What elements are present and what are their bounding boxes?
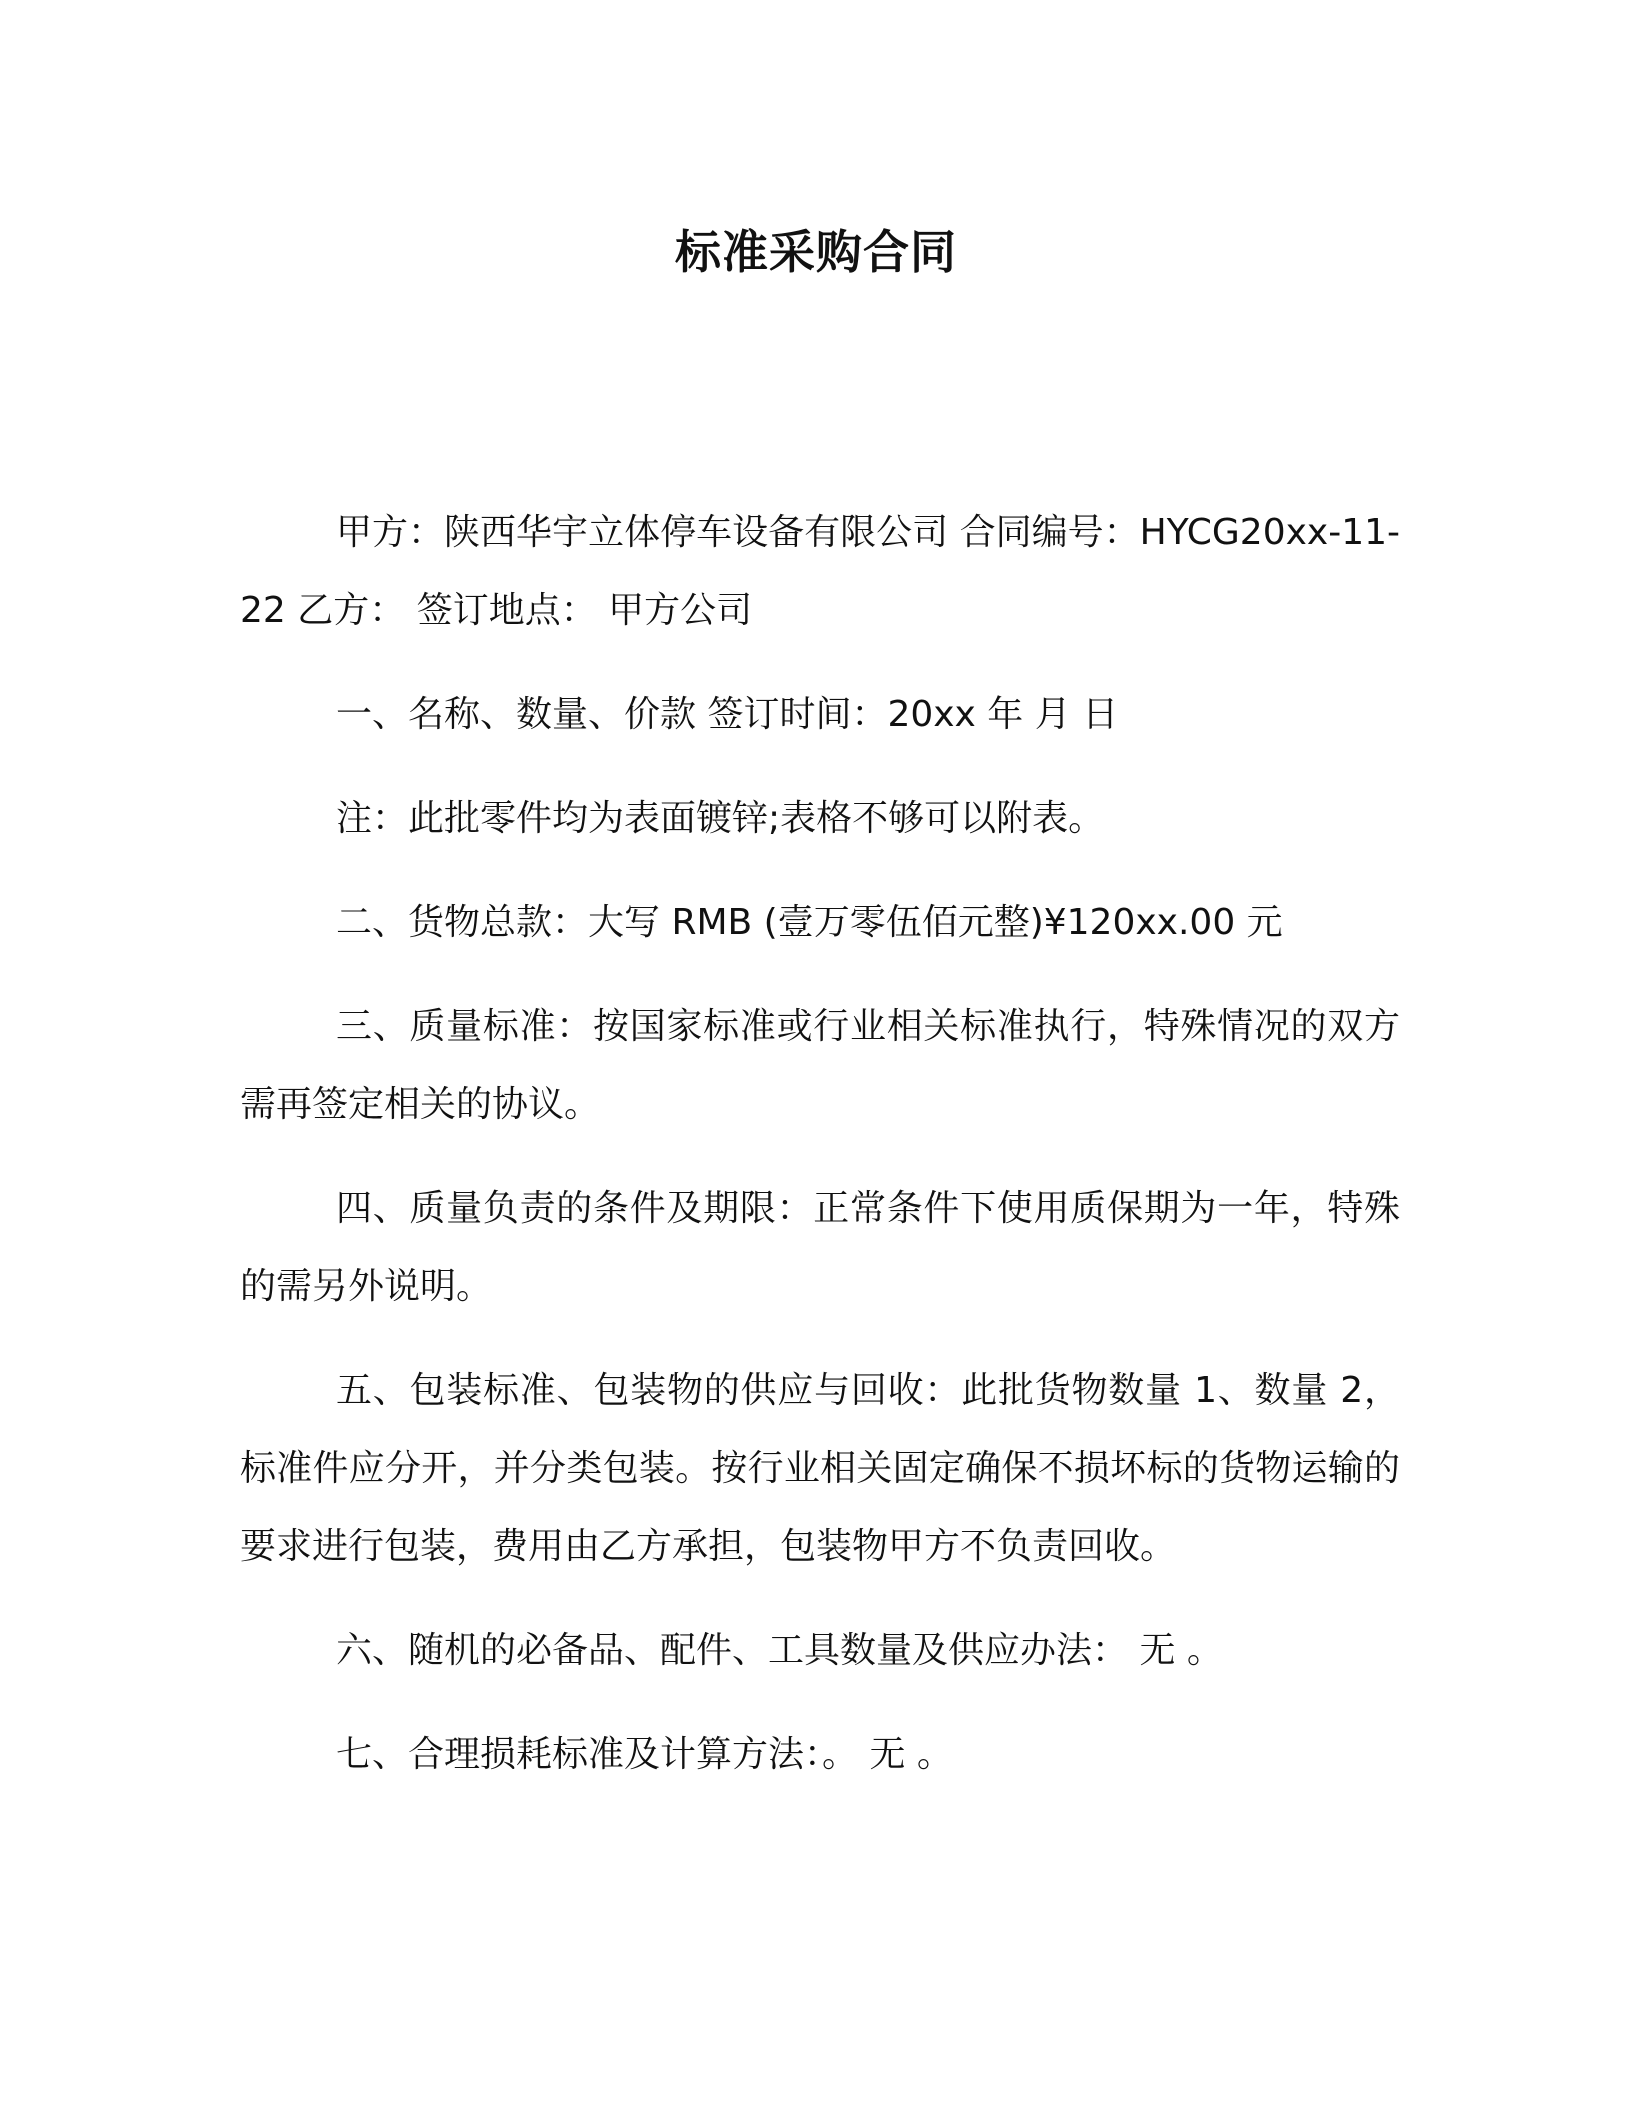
paragraph-item-1: 一、名称、数量、价款 签订时间：20xx 年 月 日 [336,694,1119,735]
paragraph-item-2: 二、货物总款：大写 RMB (壹万零伍佰元整)¥120xx.00 元 [336,902,1283,943]
document-body [240,494,1400,1820]
paragraph-item-3: 三、质量标准：按国家标准或行业相关标准执行，特殊情况的双方需再签定相关的协议。 [240,1006,1400,1125]
paragraph-item-6: 六、随机的必备品、配件、工具数量及供应办法： 无 。 [336,1630,1223,1671]
paragraph-parties: 甲方：陕西华宇立体停车设备有限公司 合同编号：HYCG20xx-11-22 乙方： 签订地点： 甲方公司 [240,512,1400,631]
document-title: 标准采购合同 [675,225,957,279]
paragraph-item-4: 四、质量负责的条件及期限：正常条件下使用质保期为一年，特殊的需另外说明。 [240,1188,1400,1307]
paragraph-item-7: 七、合理损耗标准及计算方法：。 无 。 [336,1734,953,1775]
paragraph-note: 注：此批零件均为表面镀锌;表格不够可以附表。 [336,798,1105,839]
paragraph-item-5: 五、包装标准、包装物的供应与回收：此批货物数量 1、数量 2，标准件应分开，并分类包装。按行业相关固定确保不损坏标的货物运输的要求进行包装，费用由乙方承担，包装物甲方不负责回收。 [240,1370,1400,1567]
